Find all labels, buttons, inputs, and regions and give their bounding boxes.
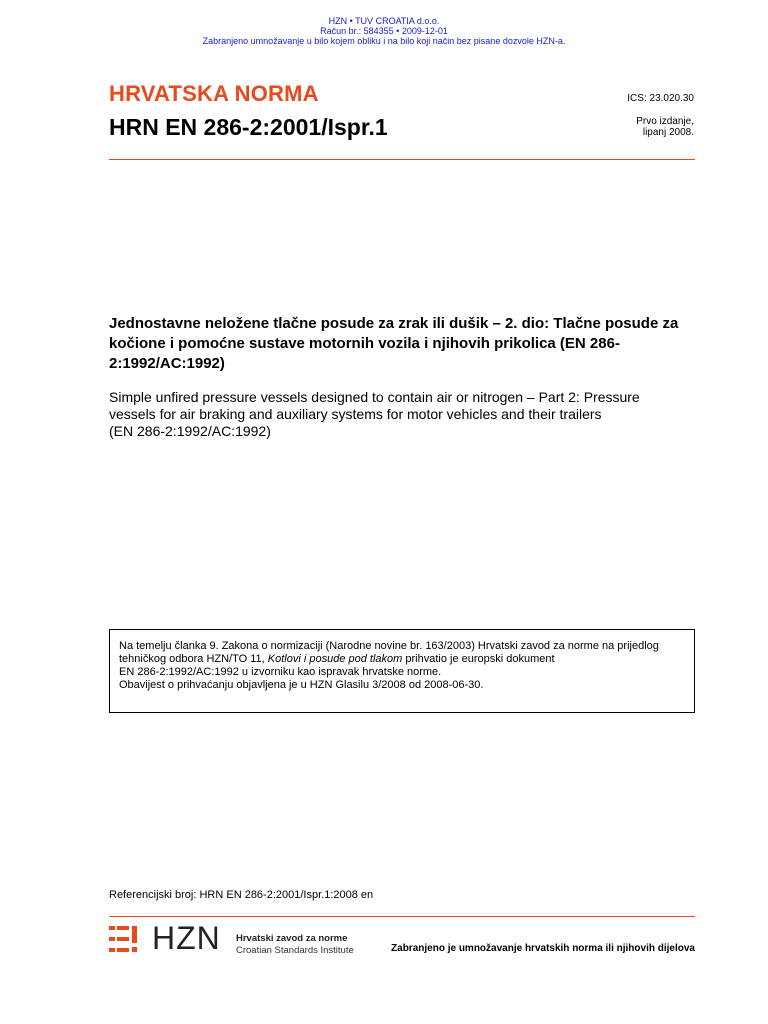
institute-name-hr: Hrvatski zavod za norme: [236, 933, 348, 944]
edition-info: [636, 116, 694, 138]
standard-number: HRN EN 286-2:2001/Ispr.1: [109, 114, 388, 140]
title-english: [109, 389, 669, 440]
watermark: [0, 16, 768, 46]
hzn-logo-text: HZN: [152, 920, 221, 956]
watermark-line: Zabranjeno umnožavanje u bilo kojem obliku i na bilo koji način bez pisane dozvole HZN-a.: [202, 36, 566, 46]
title-english-line: vessels for air braking and auxiliary systems for motor vehicles and their trailers: [109, 406, 602, 422]
notice-text: tehničkog odbora HZN/TO 11,: [119, 653, 268, 665]
edition-line: Prvo izdanje,: [636, 116, 694, 127]
ics-code: ICS: 23.020.30: [627, 93, 694, 104]
notice-line: EN 286-2:1992/AC:1992 u izvorniku kao ispravak hrvatske norme.: [119, 666, 442, 678]
title-english-line: Simple unfired pressure vessels designed to contain air or nitrogen – Part 2: Pressure: [109, 389, 640, 405]
copyright-note: Zabranjeno je umnožavanje hrvatskih norma ili njihovih dijelova: [391, 943, 695, 954]
committee-name: Kotlovi i posude pod tlakom: [267, 653, 403, 665]
hzn-logo-icon: [109, 926, 137, 952]
title-english-line: (EN 286-2:1992/AC:1992): [109, 423, 271, 439]
reference-number: Referencijski broj: HRN EN 286-2:2001/Ispr.1:2008 en: [109, 889, 374, 901]
notice-text: prihvatio je europski dokument: [402, 653, 555, 665]
norma-title: HRVATSKA NORMA: [109, 81, 319, 106]
footer-divider: [109, 916, 695, 917]
title-croatian: Jednostavne neložene tlačne posude za zrak ili dušik – 2. dio: Tlačne posude za kočione i pomoćne sustave motornih vozila i njihovih prikolica (EN 286-2:1992/AC:1992): [109, 315, 679, 372]
edition-line: lipanj 2008.: [642, 127, 694, 138]
header-divider: [109, 159, 695, 160]
acceptance-notice: [109, 629, 695, 713]
institute-name-en: Croatian Standards Institute: [236, 945, 354, 956]
watermark-line: HZN • TUV CROATIA d.o.o.: [328, 16, 440, 26]
notice-line: Na temelju članka 9. Zakona o normizaciji (Narodne novine br. 163/2003) Hrvatski zavod za norme na prijedlog: [119, 640, 659, 652]
notice-line: [119, 653, 685, 666]
notice-line: Obavijest o prihvaćanju objavljena je u HZN Glasilu 3/2008 od 2008-06-30.: [119, 679, 484, 691]
watermark-line: Račun br.: 584355 • 2009-12-01: [320, 26, 448, 36]
